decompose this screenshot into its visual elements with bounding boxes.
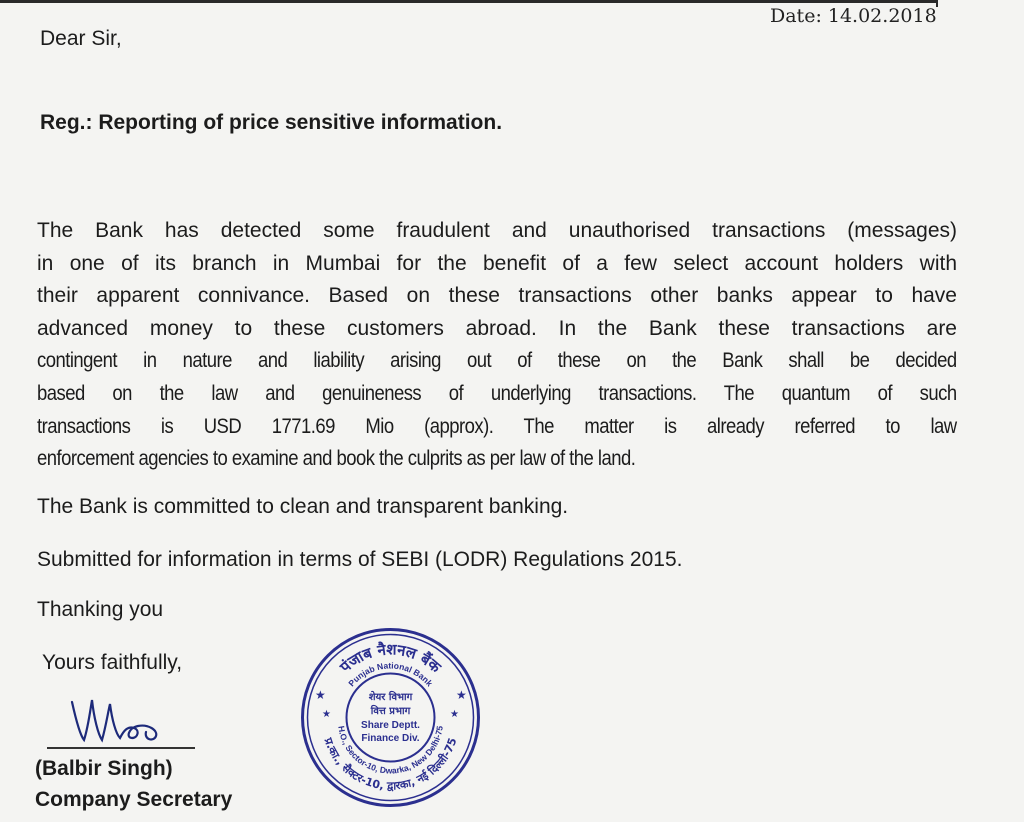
body-line: contingent in nature and liability arising out of these on the Bank shall be decided <box>37 349 957 373</box>
body-line: in one of its branch in Mumbai for the benefit of a few select account holders with <box>37 251 957 275</box>
body-line: The Bank has detected some fraudulent and unauthorised transactions (messages) <box>37 219 957 242</box>
svg-text:★: ★ <box>315 688 326 702</box>
svg-text:Share Deptt.: Share Deptt. <box>361 720 420 731</box>
signature-icon <box>62 690 172 750</box>
closing-line: Yours faithfully, <box>42 651 183 674</box>
svg-text:Punjab National Bank: Punjab National Bank <box>346 660 435 689</box>
top-border-line <box>0 0 938 3</box>
body-line: enforcement agencies to examine and book the culprits as per law of the land. <box>37 447 636 471</box>
body-line: transactions is USD 1771.69 Mio (approx). The matter is already referred to law <box>37 414 957 438</box>
svg-text:प्र.का., सैक्टर-10, द्वारका, न: प्र.का., सैक्टर-10, द्वारका, नई दिल्ली-75 <box>321 736 460 793</box>
body-line: their apparent connivance. Based on these transactions other banks appear to have <box>37 284 957 308</box>
letter-date: Date: 14.02.2018 <box>770 5 937 27</box>
body-line: advanced money to these customers abroad. In the Bank these transactions are <box>37 316 957 340</box>
submission-statement: Submitted for information in terms of SEBI (LODR) Regulations 2015. <box>37 548 683 571</box>
svg-text:वित्त प्रभाग: वित्त प्रभाग <box>370 706 411 717</box>
commitment-statement: The Bank is committed to clean and transparent banking. <box>37 495 569 518</box>
salutation: Dear Sir, <box>40 27 122 50</box>
bank-stamp-icon <box>298 625 483 810</box>
svg-text:★: ★ <box>456 688 467 702</box>
body-paragraph <box>37 215 957 476</box>
subject-line: Reg.: Reporting of price sensitive information. <box>40 111 503 134</box>
svg-text:पंजाब नैशनल बैंक: पंजाब नैशनल बैंक <box>336 640 445 677</box>
signatory-title: Company Secretary <box>35 788 233 811</box>
svg-text:शेयर विभाग: शेयर विभाग <box>368 692 413 703</box>
body-line: based on the law and genuineness of underlying transactions. The quantum of such <box>37 381 957 405</box>
svg-text:Finance Div.: Finance Div. <box>361 733 420 744</box>
svg-text:★: ★ <box>450 709 459 720</box>
signatory-name: (Balbir Singh) <box>35 757 173 780</box>
signature-line <box>47 747 195 749</box>
svg-text:★: ★ <box>322 709 331 720</box>
svg-text:H.O., Sector-10, Dwarka, New D: H.O., Sector-10, Dwarka, New Delhi-75 <box>336 725 445 776</box>
thanks-line: Thanking you <box>37 598 164 621</box>
